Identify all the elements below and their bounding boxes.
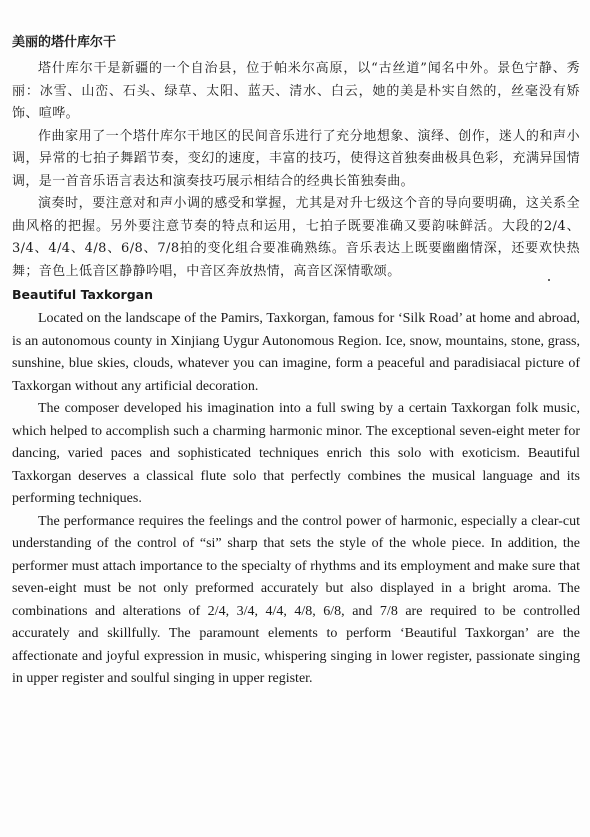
english-section: [12, 286, 580, 691]
chinese-paragraph-1: 塔什库尔干是新疆的一个自治县，位于帕米尔高原，以“古丝道”闻名中外。景色宁静、秀丽：冰雪、山峦、石头、绿草、太阳、蓝天、清水、白云，她的美是朴实自然的，丝毫没有矫饰、喧哗。: [12, 61, 580, 121]
chinese-section: [12, 34, 580, 283]
english-title: Beautiful Taxkorgan: [12, 287, 153, 302]
chinese-title: 美丽的塔什库尔干: [12, 35, 117, 50]
english-paragraph-1: Located on the landscape of the Pamirs, Taxkorgan, famous for ‘Silk Road’ at home and abroad, is an autonomous county in Xinjiang Uygur Autonomous Region. Ice, snow, mountains, stone, grass, sunshine, blue skies, clouds, whatever you can imagine, form a peaceful and paradisiacal picture of Taxkorgan without any artificial decoration.: [12, 311, 580, 394]
stray-mark: [548, 279, 550, 281]
english-paragraph-3: The performance requires the feelings and the control power of harmonic, especially a clear-cut understanding of the control of “si” sharp that sets the style of the whole piece. In addition, the performer must attach importance to the specialty of rhythms and its employment and make sure that seven-eight must be not only preformed accurately but also displayed in a bright aroma. The combinations and alterations of 2/4, 3/4, 4/4, 4/8, 6/8, and 7/8 are required to be controlled accurately and skillfully. The paramount elements to perform ‘Beautiful Taxkorgan’ are the affectionate and joyful expression in music, whispering singing in lower register, passionate singing in upper register and soulful singing in upper register.: [12, 513, 580, 686]
chinese-paragraph-3: 演奏时，要注意对和声小调的感受和掌握，尤其是对升七级这个音的导向要明确，这关系全曲风格的把握。另外要注意节奏的特点和运用，七拍子既要准确又要韵味鲜活。大段的2/4、3/4、4/4、4/8、6/8、7/8拍的变化组合要准确熟练。音乐表达上既要幽幽情深，还要欢快热舞；音色上低音区静静吟唱，中音区奔放热情，高音区深情歌颂。: [12, 196, 580, 279]
english-paragraph-2: The composer developed his imagination into a full swing by a certain Taxkorgan folk music, which helped to accomplish such a charming harmonic minor. The exceptional seven-eight meter for dancing, varied paces and sophisticated techniques enrich this solo with exoticism. Beautiful Taxkorgan deserves a classical flute solo that perfectly combines the musical language and its performing techniques.: [12, 401, 580, 506]
chinese-paragraph-2: 作曲家用了一个塔什库尔干地区的民间音乐进行了充分地想象、演绎、创作，迷人的和声小调，异常的七拍子舞蹈节奏，变幻的速度，丰富的技巧，使得这首独奏曲极具色彩，充满异国情调，是一首音乐语言表达和演奏技巧展示相结合的经典长笛独奏曲。: [12, 128, 580, 189]
